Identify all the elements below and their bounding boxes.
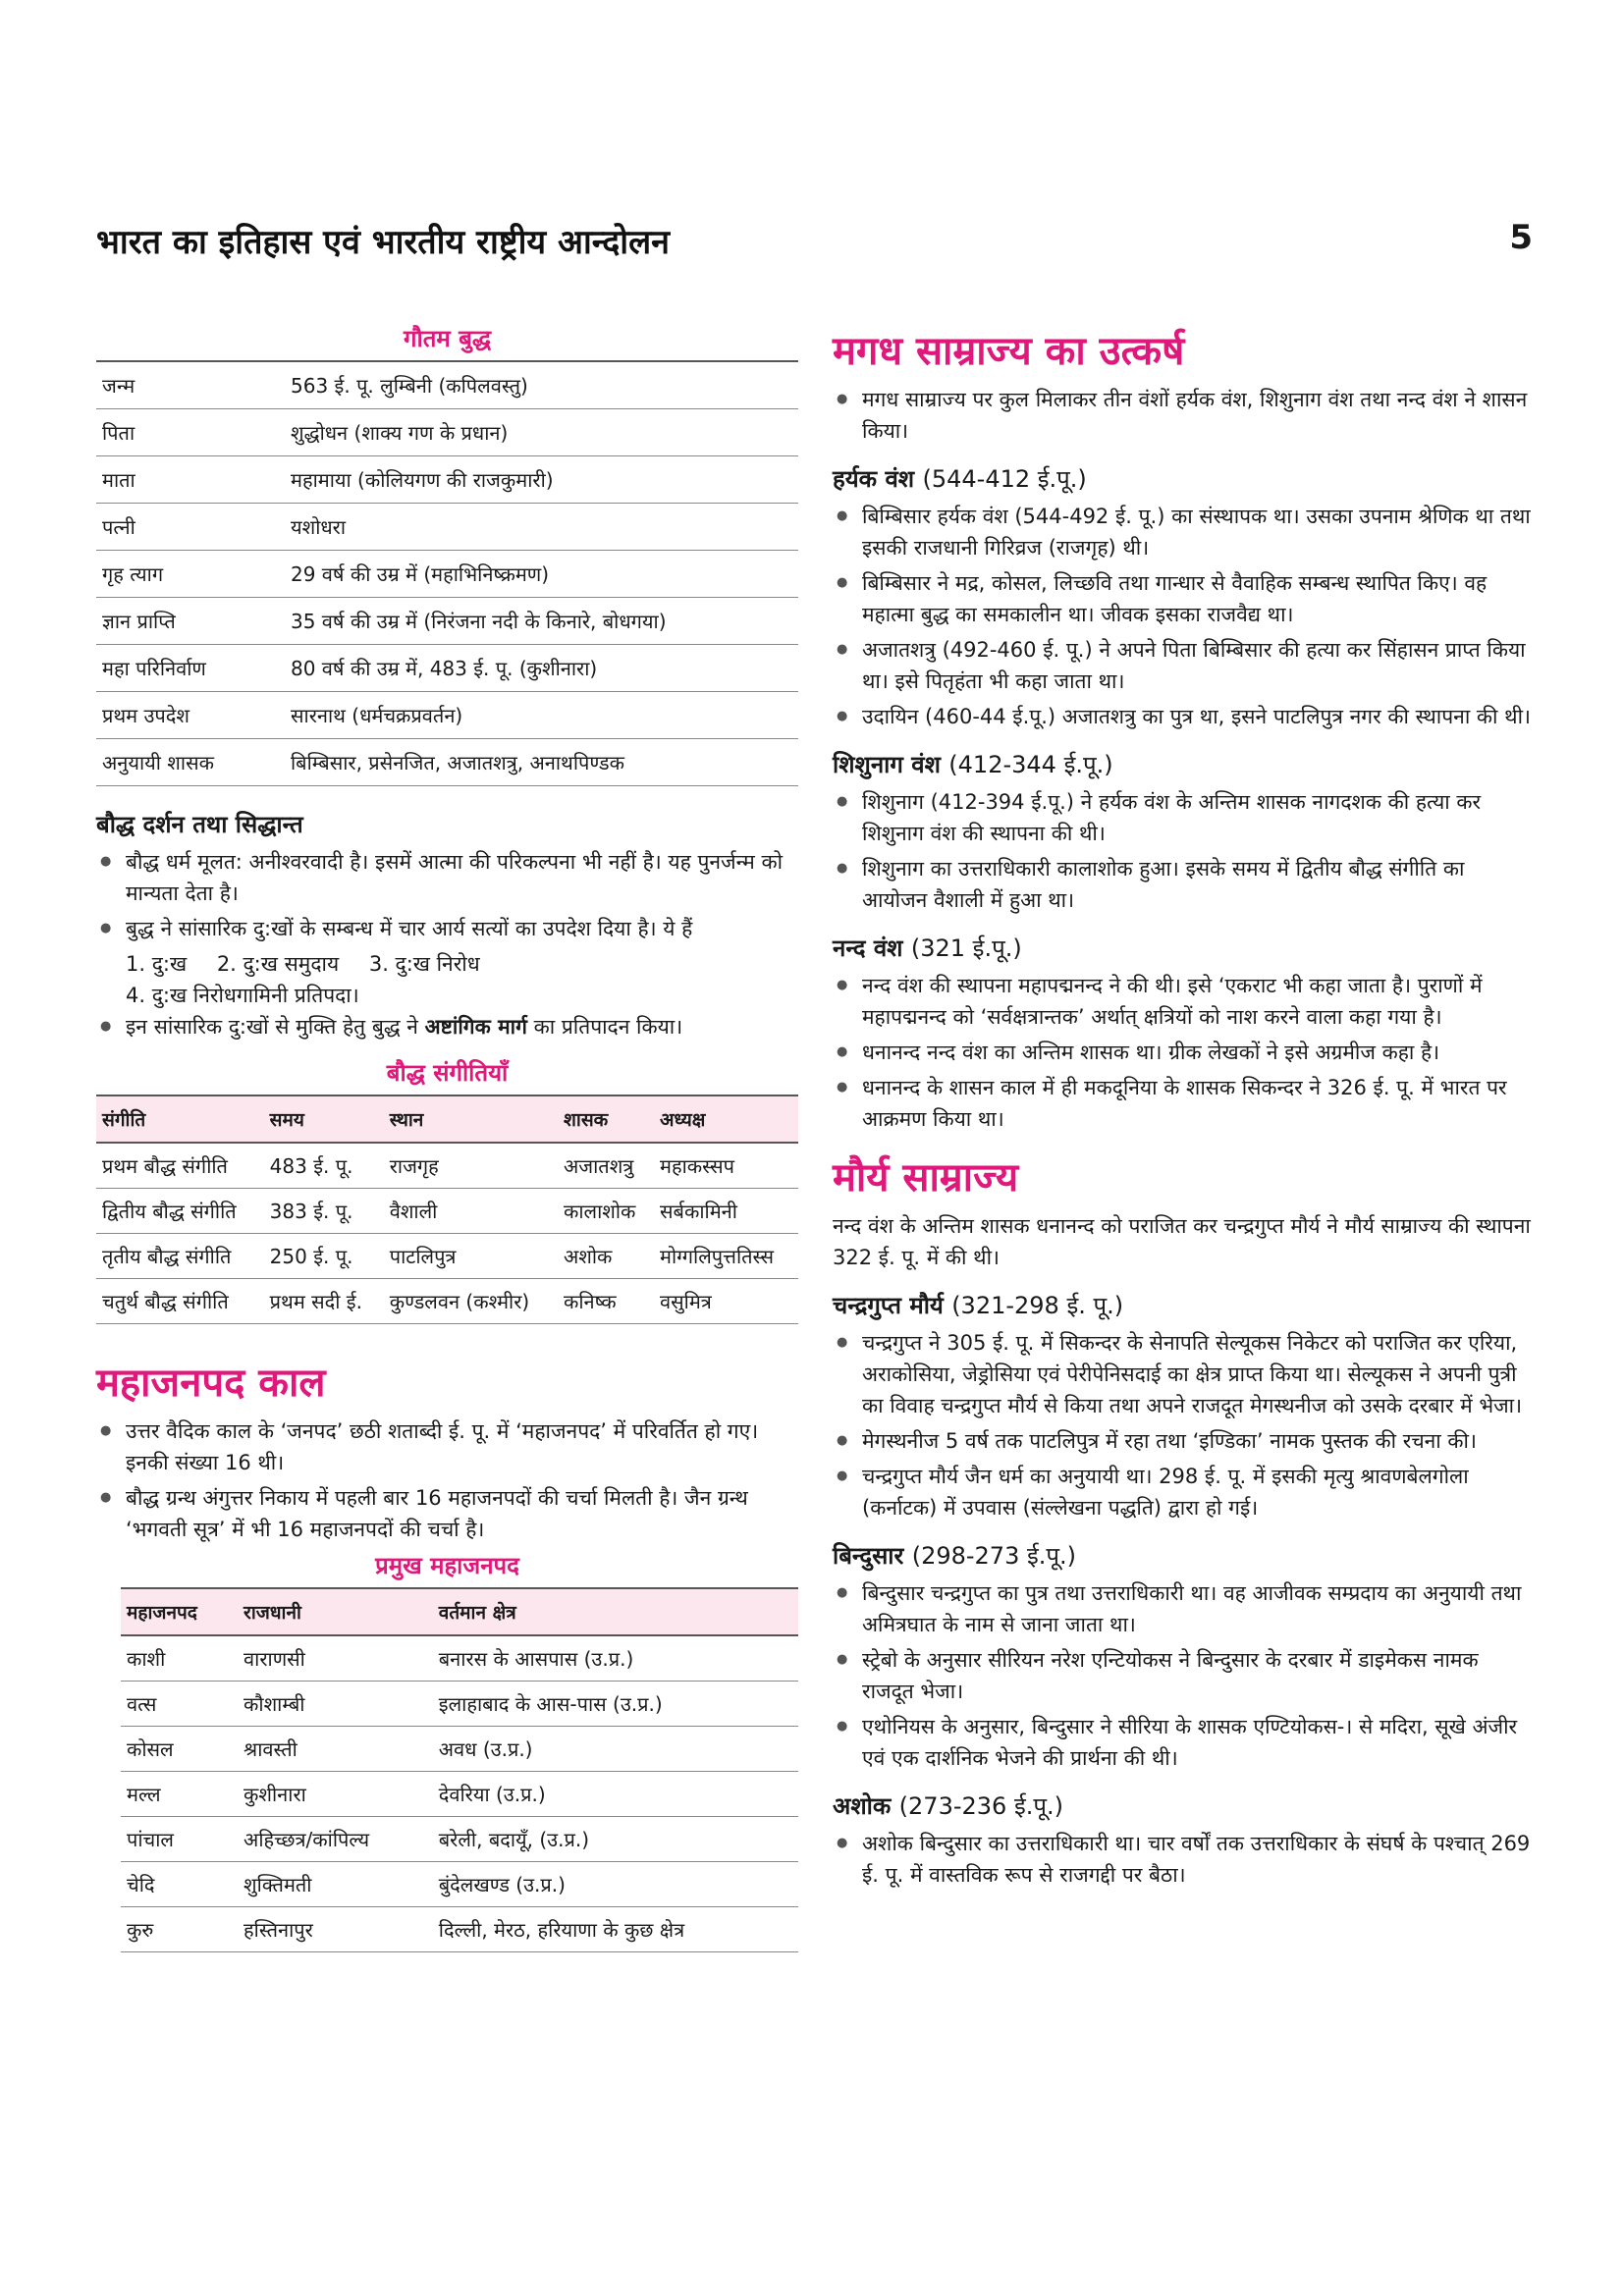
table-cell: इलाहाबाद के आस-पास (उ.प्र.) (433, 1682, 798, 1727)
table-cell: तृतीय बौद्ध संगीति (96, 1234, 264, 1279)
truth-1: 1. दु:ख (126, 952, 188, 976)
mahajanapada-list (96, 1415, 798, 1545)
chandragupta-list (833, 1327, 1532, 1523)
column-header: वर्तमान क्षेत्र (433, 1588, 798, 1635)
list-item: ● बौद्ध ग्रन्थ अंगुत्तर निकाय में पहली बार 16 महाजनपदों की चर्चा मिलती है। जैन ग्रन्थ ‘भगवती सूत्र’ में भी 16 महाजनपदों की चर्चा है। (96, 1482, 798, 1545)
table-cell: यशोधरा (285, 504, 798, 551)
table-cell: प्रथम उपदेश (96, 692, 285, 739)
table-row (96, 361, 798, 409)
column-header: समय (264, 1095, 384, 1143)
truth-2: 2. दु:ख समुदाय (216, 952, 340, 976)
table-cell: पिता (96, 409, 285, 456)
table-cell: वसुमित्र (654, 1279, 798, 1324)
buddha-table (96, 360, 798, 786)
table-cell: अवध (उ.प्र.) (433, 1727, 798, 1772)
ashok-list (833, 1828, 1532, 1891)
column-header: राजधानी (238, 1588, 433, 1635)
page-header-title: भारत का इतिहास एवं भारतीय राष्ट्रीय आन्दोलन (96, 223, 671, 262)
table-cell: चेदि (121, 1862, 238, 1907)
list-item: ● शिशुनाग (412-394 ई.पू.) ने हर्यक वंश के अन्तिम शासक नागदशक की हत्या कर शिशुनाग वंश की स्थापना की थी। (833, 786, 1532, 849)
chandragupta-years: (321-298 ई. पू.) (951, 1292, 1124, 1319)
haryak-years: (544-412 ई.पू.) (922, 465, 1087, 493)
table-cell: अजातशत्रु (558, 1143, 654, 1189)
table-cell: बनारस के आसपास (उ.प्र.) (433, 1635, 798, 1682)
list-item: ● मेगस्थनीज 5 वर्ष तक पाटलिपुत्र में रहा तथा ‘इण्डिका’ नामक पुस्तक की रचना की। (833, 1425, 1532, 1457)
shishunag-years: (412-344 ई.पू.) (948, 751, 1113, 778)
list-item: ● धनानन्द के शासन काल में ही मकदूनिया के शासक सिकन्दर ने 326 ई. पू. में भारत पर आक्रमण किया था। (833, 1072, 1532, 1135)
list-item: ● बुद्ध ने सांसारिक दु:खों के सम्बन्ध में चार आर्य सत्यों का उपदेश दिया है। ये हैं (96, 913, 798, 944)
column-header: स्थान (384, 1095, 558, 1143)
column-header: संगीति (96, 1095, 264, 1143)
table-cell: 483 ई. पू. (264, 1143, 384, 1189)
table-row (96, 551, 798, 598)
table-row (96, 692, 798, 739)
table-cell: अशोक (558, 1234, 654, 1279)
magadh-list (833, 384, 1532, 447)
table-cell: वाराणसी (238, 1635, 433, 1682)
table-cell: जन्म (96, 361, 285, 409)
shishunag-heading (833, 748, 1532, 780)
nand-heading (833, 932, 1532, 964)
table-row (121, 1635, 798, 1682)
bindusar-list (833, 1577, 1532, 1774)
buddha-table-caption: गौतम बुद्ध (404, 325, 491, 352)
table-cell: हस्तिनापुर (238, 1907, 433, 1952)
table-row (96, 645, 798, 692)
shishunag-list (833, 786, 1532, 916)
shishunag-title: शिशुनाग वंश (833, 751, 941, 778)
ashok-heading (833, 1789, 1532, 1822)
table-row (96, 456, 798, 504)
table-cell: अनुयायी शासक (96, 739, 285, 786)
column-header: महाजनपद (121, 1588, 238, 1635)
four-truths (96, 948, 798, 1011)
councils-table (96, 1095, 798, 1324)
list-item: ● शिशुनाग का उत्तराधिकारी कालाशोक हुआ। इसके समय में द्वितीय बौद्ध संगीति का आयोजन वैशाली में हुआ था। (833, 853, 1532, 916)
text-post: का प्रतिपादन किया। (533, 1015, 683, 1039)
table-cell: काशी (121, 1635, 238, 1682)
truth-3: 3. दु:ख निरोध (368, 952, 480, 976)
table-row (96, 739, 798, 786)
table-row (121, 1817, 798, 1862)
bindusar-title: बिन्दुसार (833, 1542, 904, 1570)
page-number: 5 (1509, 218, 1533, 257)
list-item: ● उदायिन (460-44 ई.पू.) अजातशत्रु का पुत्र था, इसने पाटलिपुत्र नगर की स्थापना की थी। (833, 701, 1532, 732)
mahajanapada-table (121, 1587, 798, 1952)
list-item (96, 1011, 798, 1042)
table-cell: ज्ञान प्राप्ति (96, 598, 285, 645)
table-cell: पाटलिपुत्र (384, 1234, 558, 1279)
haryak-heading (833, 462, 1532, 495)
table-row (96, 1234, 798, 1279)
table-cell: शुद्धोधन (शाक्य गण के प्रधान) (285, 409, 798, 456)
table-cell: बरेली, बदायूँ, (उ.प्र.) (433, 1817, 798, 1862)
bindusar-years: (298-273 ई.पू.) (911, 1542, 1077, 1570)
magadh-heading: मगध साम्राज्य का उत्कर्ष (833, 329, 1185, 374)
councils-caption: बौद्ध संगीतियाँ (386, 1059, 509, 1087)
mahajanapada-heading: महाजनपद काल (96, 1361, 326, 1406)
darshan-list-2 (96, 1011, 798, 1042)
mahajanapada-table-caption: प्रमुख महाजनपद (375, 1552, 519, 1579)
table-cell: कनिष्क (558, 1279, 654, 1324)
darshan-list (96, 846, 798, 944)
maurya-heading: मौर्य साम्राज्य (833, 1155, 1019, 1201)
left-column (96, 322, 798, 1952)
table-cell: कौशाम्बी (238, 1682, 433, 1727)
nand-title: नन्द वंश (833, 934, 903, 962)
table-cell: कुशीनारा (238, 1772, 433, 1817)
table-cell: राजगृह (384, 1143, 558, 1189)
list-item: ● अजातशत्रु (492-460 ई. पू.) ने अपने पिता बिम्बिसार की हत्या कर सिंहासन प्राप्त किया था। इसे पितृहंता भी कहा जाता था। (833, 634, 1532, 697)
table-cell: बिम्बिसार, प्रसेनजित, अजातशत्रु, अनाथपिण्डक (285, 739, 798, 786)
table-row (96, 1189, 798, 1234)
table-row (96, 1143, 798, 1189)
list-item: ● बिम्बिसार हर्यक वंश (544-492 ई. पू.) का संस्थापक था। उसका उपनाम श्रेणिक था तथा इसकी राजधानी गिरिव्रज (राजगृह) थी। (833, 501, 1532, 563)
list-item: ● अशोक बिन्दुसार का उत्तराधिकारी था। चार वर्षों तक उत्तराधिकार के संघर्ष के पश्चात् 269 ई. पू. में वास्तविक रूप से राजगद्दी पर बैठा। (833, 1828, 1532, 1891)
table-cell: गृह त्याग (96, 551, 285, 598)
nand-years: (321 ई.पू.) (910, 934, 1022, 962)
text-pre: इन सांसारिक दु:खों से मुक्ति हेतु बुद्ध ने (126, 1015, 418, 1039)
list-item: ● बिन्दुसार चन्द्रगुप्त का पुत्र तथा उत्तराधिकारी था। वह आजीवक सम्प्रदाय का अनुयायी तथा अमित्रघात के नाम से जाना जाता था। (833, 1577, 1532, 1640)
ashok-title: अशोक (833, 1792, 892, 1820)
truth-4: 4. दु:ख निरोधगामिनी प्रतिपदा। (126, 984, 359, 1007)
table-cell: सारनाथ (धर्मचक्रप्रवर्तन) (285, 692, 798, 739)
table-cell: 250 ई. पू. (264, 1234, 384, 1279)
table-cell: पांचाल (121, 1817, 238, 1862)
table-cell: अहिच्छत्र/कांपिल्य (238, 1817, 433, 1862)
table-cell: कोसल (121, 1727, 238, 1772)
table-cell: 80 वर्ष की उम्र में, 483 ई. पू. (कुशीनारा) (285, 645, 798, 692)
ashok-years: (273-236 ई.पू.) (898, 1792, 1063, 1820)
table-cell: 35 वर्ष की उम्र में (निरंजना नदी के किनारे, बोधगया) (285, 598, 798, 645)
table-cell: 383 ई. पू. (264, 1189, 384, 1234)
haryak-list (833, 501, 1532, 732)
table-cell: वैशाली (384, 1189, 558, 1234)
table-cell: मोग्गलिपुत्ततिस्स (654, 1234, 798, 1279)
table-cell: पत्नी (96, 504, 285, 551)
table-cell: महामाया (कोलियगण की राजकुमारी) (285, 456, 798, 504)
table-cell: चतुर्थ बौद्ध संगीति (96, 1279, 264, 1324)
table-cell: 563 ई. पू. लुम्बिनी (कपिलवस्तु) (285, 361, 798, 409)
list-item: ● बौद्ध धर्म मूलत: अनीश्वरवादी है। इसमें आत्मा की परिकल्पना भी नहीं है। यह पुनर्जन्म को मान्यता देता है। (96, 846, 798, 909)
table-cell: महाकस्सप (654, 1143, 798, 1189)
table-cell: कालाशोक (558, 1189, 654, 1234)
table-cell: माता (96, 456, 285, 504)
table-row (96, 598, 798, 645)
table-row (96, 504, 798, 551)
table-cell: प्रथम बौद्ध संगीति (96, 1143, 264, 1189)
table-cell: प्रथम सदी ई. (264, 1279, 384, 1324)
table-cell: कुण्डलवन (कश्मीर) (384, 1279, 558, 1324)
haryak-title: हर्यक वंश (833, 465, 915, 493)
table-row (121, 1682, 798, 1727)
list-item: ● उत्तर वैदिक काल के ‘जनपद’ छठी शताब्दी ई. पू. में ‘महाजनपद’ में परिवर्तित हो गए। इनकी संख्या 16 थी। (96, 1415, 798, 1478)
chandragupta-title: चन्द्रगुप्त मौर्य (833, 1292, 944, 1319)
table-cell: महा परिनिर्वाण (96, 645, 285, 692)
nand-list (833, 970, 1532, 1135)
list-item: ● नन्द वंश की स्थापना महापद्मनन्द ने की थी। इसे ‘एकराट भी कहा जाता है। पुराणों में महापद्मनन्द को ‘सर्वक्षत्रान्तक’ अर्थात् क्षत्रियों को नाश करने वाला कहा गया है। (833, 970, 1532, 1033)
table-cell: दिल्ली, मेरठ, हरियाणा के कुछ क्षेत्र (433, 1907, 798, 1952)
list-item: ● मगध साम्राज्य पर कुल मिलाकर तीन वंशों हर्यक वंश, शिशुनाग वंश तथा नन्द वंश ने शासन किया। (833, 384, 1532, 447)
list-item: ● एथोनियस के अनुसार, बिन्दुसार ने सीरिया के शासक एण्टियोकस-। से मदिरा, सूखे अंजीर एवं एक दार्शनिक भेजने की प्रार्थना की थी। (833, 1711, 1532, 1774)
list-item: ● धनानन्द नन्द वंश का अन्तिम शासक था। ग्रीक लेखकों ने इसे अग्रमीज कहा है। (833, 1037, 1532, 1068)
table-cell: 29 वर्ष की उम्र में (महाभिनिष्क्रमण) (285, 551, 798, 598)
table-row (121, 1907, 798, 1952)
table-row (121, 1862, 798, 1907)
chandragupta-heading (833, 1289, 1532, 1321)
table-cell: शुक्तिमती (238, 1862, 433, 1907)
column-header: शासक (558, 1095, 654, 1143)
table-row (121, 1727, 798, 1772)
list-item: ● बिम्बिसार ने मद्र, कोसल, लिच्छवि तथा गान्धार से वैवाहिक सम्बन्ध स्थापित किए। वह महात्मा बुद्ध का समकालीन था। जीवक इसका राजवैद्य था। (833, 567, 1532, 630)
table-cell: श्रावस्ती (238, 1727, 433, 1772)
bindusar-heading (833, 1539, 1532, 1572)
darshan-heading: बौद्ध दर्शन तथा सिद्धान्त (96, 811, 303, 838)
table-row (96, 1279, 798, 1324)
table-cell: सर्बकामिनी (654, 1189, 798, 1234)
list-item: ● चन्द्रगुप्त ने 305 ई. पू. में सिकन्दर के सेनापति सेल्यूकस निकेटर को पराजित कर एरिया, अराकोसिया, जेड्रोसिया एवं पेरीपेनिसदाई का क्षेत्र प्राप्त किया था। सेल्यूकस ने अपनी पुत्री का विवाह चन्द्रगुप्त मौर्य से किया तथा अपने राजदूत मेगस्थनीज को उसके दरबार में भेजा। (833, 1327, 1532, 1421)
list-item: ● चन्द्रगुप्त मौर्य जैन धर्म का अनुयायी था। 298 ई. पू. में इसकी मृत्यु श्रावणबेलगोला (कर्नाटक) में उपवास (संल्लेखना पद्धति) द्वारा हो गई। (833, 1461, 1532, 1523)
column-header: अध्यक्ष (654, 1095, 798, 1143)
table-cell: वत्स (121, 1682, 238, 1727)
table-cell: देवरिया (उ.प्र.) (433, 1772, 798, 1817)
ashtangik-marg: अष्टांगिक मार्ग (424, 1015, 527, 1039)
table-cell: मल्ल (121, 1772, 238, 1817)
maurya-intro: नन्द वंश के अन्तिम शासक धनानन्द को पराजित कर चन्द्रगुप्त मौर्य ने मौर्य साम्राज्य की स्थापना 322 ई. पू. में की थी। (833, 1214, 1531, 1269)
table-row (96, 409, 798, 456)
right-column (833, 322, 1532, 1895)
table-cell: द्वितीय बौद्ध संगीति (96, 1189, 264, 1234)
table-row (121, 1772, 798, 1817)
list-item: ● स्ट्रेबो के अनुसार सीरियन नरेश एन्टियोकस ने बिन्दुसार के दरबार में डाइमेकस नामक राजदूत भेजा। (833, 1644, 1532, 1707)
table-cell: कुरु (121, 1907, 238, 1952)
table-cell: बुंदेलखण्ड (उ.प्र.) (433, 1862, 798, 1907)
